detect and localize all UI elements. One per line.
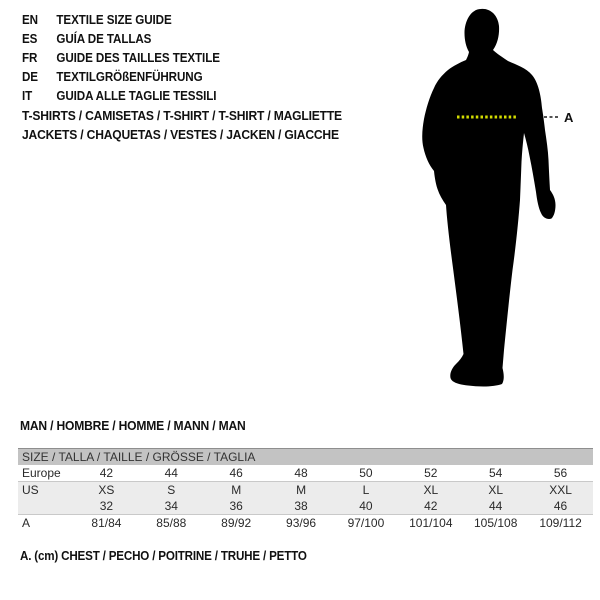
language-label: GUIDE DES TAILLES TEXTILE — [56, 51, 220, 65]
language-code: FR — [22, 51, 38, 65]
size-cell: 101/104 — [409, 516, 453, 530]
language-row — [22, 68, 220, 87]
size-table-header-row — [18, 449, 593, 466]
table-row — [18, 465, 593, 482]
man-figure — [390, 0, 590, 400]
size-cell: 42 — [74, 465, 139, 482]
size-cell: L — [334, 482, 399, 499]
table-row — [18, 515, 593, 532]
size-cell: 89/92 — [221, 516, 252, 530]
size-cell: 54 — [463, 465, 528, 482]
size-cell: 46 — [528, 498, 593, 515]
size-cell: 56 — [528, 465, 593, 482]
row-label — [18, 498, 74, 515]
size-cell: M — [204, 482, 269, 499]
language-label: TEXTILGRÖßENFÜHRUNG — [56, 70, 203, 84]
size-cell: XL — [463, 482, 528, 499]
size-cell: 38 — [269, 498, 334, 515]
size-cell: 36 — [204, 498, 269, 515]
category-list — [22, 106, 342, 144]
language-row — [22, 30, 220, 49]
size-cell: 85/88 — [156, 516, 187, 530]
row-label: Europe — [18, 465, 74, 482]
man-silhouette — [422, 9, 555, 387]
size-cell: 48 — [269, 465, 334, 482]
size-table — [18, 448, 593, 531]
man-silhouette-svg — [390, 0, 590, 400]
size-cell: 42 — [398, 498, 463, 515]
size-cell: 81/84 — [91, 516, 122, 530]
language-label: GUIDA ALLE TAGLIE TESSILI — [56, 89, 217, 103]
row-label: A — [22, 516, 31, 530]
gender-heading: MAN / HOMBRE / HOMME / MANN / MAN — [20, 418, 246, 433]
category-jackets: JACKETS / CHAQUETAS / VESTES / JACKEN / GIACCHE — [22, 127, 339, 142]
measure-label-a: A — [564, 110, 574, 125]
language-code: IT — [22, 89, 33, 103]
size-table-body — [18, 465, 593, 531]
table-row — [18, 498, 593, 515]
size-cell: XXL — [528, 482, 593, 499]
language-row — [22, 87, 220, 106]
language-code: ES — [22, 32, 38, 46]
size-cell: XL — [398, 482, 463, 499]
size-cell: M — [269, 482, 334, 499]
size-cell: 97/100 — [347, 516, 385, 530]
row-label: US — [18, 482, 74, 499]
size-cell: 52 — [398, 465, 463, 482]
language-row — [22, 49, 220, 68]
language-code: EN — [22, 13, 38, 27]
size-cell: 109/112 — [539, 516, 582, 530]
size-cell: XS — [74, 482, 139, 499]
language-code: DE — [22, 70, 38, 84]
size-table-header: SIZE / TALLA / TAILLE / GRÖSSE / TAGLIA — [18, 449, 593, 466]
language-row — [22, 11, 220, 30]
size-cell: 32 — [74, 498, 139, 515]
size-cell: 46 — [204, 465, 269, 482]
table-row — [18, 482, 593, 499]
size-cell: 40 — [334, 498, 399, 515]
language-label: TEXTILE SIZE GUIDE — [56, 13, 172, 27]
size-cell: 50 — [334, 465, 399, 482]
size-cell: 44 — [463, 498, 528, 515]
size-cell: S — [139, 482, 204, 499]
size-cell: 105/108 — [473, 516, 518, 530]
size-cell: 93/96 — [286, 516, 317, 530]
size-cell: 34 — [139, 498, 204, 515]
language-list — [22, 11, 220, 106]
size-cell: 44 — [139, 465, 204, 482]
language-label: GUÍA DE TALLAS — [56, 32, 152, 46]
measurement-note: A. (cm) CHEST / PECHO / POITRINE / TRUHE / PETTO — [20, 549, 307, 563]
category-tshirts: T-SHIRTS / CAMISETAS / T-SHIRT / T-SHIRT / MAGLIETTE — [22, 108, 342, 123]
